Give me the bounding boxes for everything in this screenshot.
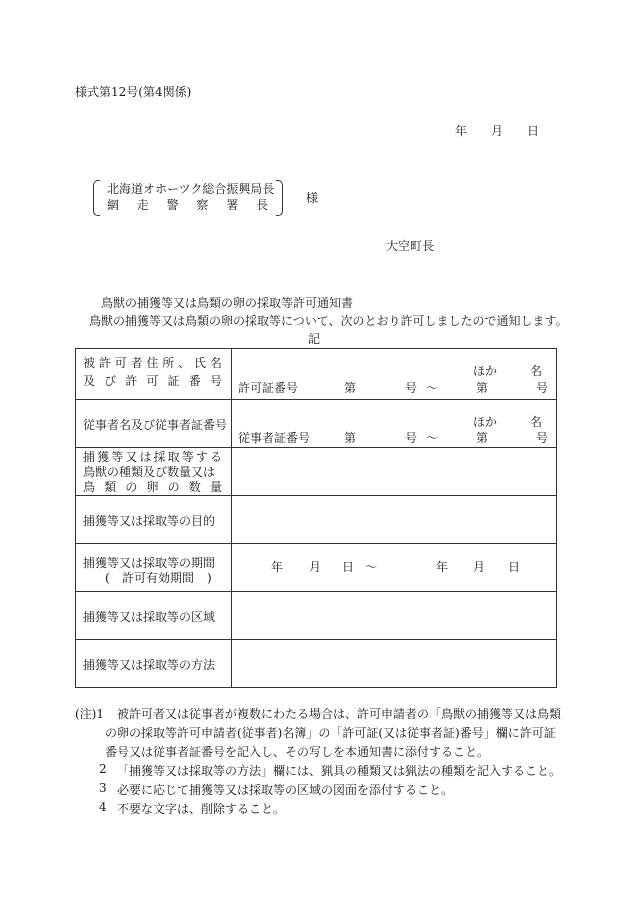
date-day: 日 [526,124,539,138]
sender: 大空町長 [386,239,435,253]
table-row-purpose [76,496,557,544]
go: 号 [536,431,549,445]
addressee-line-2 [107,199,268,211]
tilde: 〜 [426,431,439,445]
table-row-workers [76,400,557,448]
date-year: 年 [455,124,468,138]
addressee-char: 網 [107,198,120,212]
mei: 名 [530,415,543,429]
dai: 第 [476,431,489,445]
table-row-species [76,448,557,496]
go: 号 [405,431,418,445]
permit-table [75,348,557,688]
date-month: 月 [490,124,503,138]
period-day: 日 [508,560,521,574]
table-row-permittee [76,349,557,400]
tilde: 〜 [426,381,439,395]
value-period [232,544,557,592]
tilde: 〜 [365,560,378,574]
hoka: ほか [473,364,498,378]
honorific: 様 [306,191,319,205]
value-method [232,640,557,688]
addressee-char: 長 [255,198,268,212]
addressee-line-1: 北海道オホーツク総合振興局長 [107,182,275,196]
go: 号 [405,381,418,395]
mei: 名 [530,364,543,378]
form-number: 様式第12号(第4関係) [75,85,192,99]
date-line [455,125,539,137]
label-purpose: 捕獲等又は採取等の目的 [76,496,232,544]
note-prefix: (注)1 [75,707,104,721]
label-species: 捕 獲 等 又 は 採 取 等 す る 鳥獣の種類及び数量又は 鳥 類 の 卵 の 数 量 [76,448,232,496]
note-2-number: 2 [99,762,107,776]
period-month: 月 [309,560,322,574]
value-purpose [232,496,557,544]
period-year: 年 [436,560,449,574]
hoka: ほか [473,415,498,429]
label-permittee: 被 許 可 者 住 所 、 氏 名 及 び 許 可 証 番 号 [76,349,232,400]
label-workers: 従事者名及び従事者証番号 [76,400,232,448]
dai: 第 [344,381,357,395]
worker-number-label: 従事者証番号 [238,431,311,445]
dai: 第 [476,381,489,395]
note-3-number: 3 [99,781,107,795]
label-method: 捕獲等又は採取等の方法 [76,640,232,688]
addressee-bracket-right [276,180,283,216]
period-month: 月 [473,560,486,574]
note-2-text: 「捕獲等又は採取等の方法」欄には、猟具の種類又は猟法の種類を記入すること。 [117,764,562,778]
addressee-char: 走 [136,198,149,212]
note-4-text: 不要な文字は、削除すること。 [117,802,286,816]
note-3-text: 必要に応じて捕獲等又は採取等の区域の図面を添付すること。 [117,783,454,797]
value-permittee [232,349,557,400]
ki-heading: 記 [308,332,321,346]
table-row-method [76,640,557,688]
label-area: 捕獲等又は採取等の区域 [76,592,232,640]
permit-number-label: 許可証番号 [238,381,299,395]
addressee-bracket-left [93,180,100,216]
dai: 第 [344,431,357,445]
note-4-number: 4 [99,800,107,814]
go: 号 [536,381,549,395]
value-workers [232,400,557,448]
note-1-line-2: の卵の採取等許可申請者(従事者)名簿」の「許可証(又は従事者証)番号」欄に許可証 [105,726,556,740]
table-row-period [76,544,557,592]
note-1-line-1: 被許可者又は従事者が複数にわたる場合は、許可申請者の「鳥獣の捕獲等又は鳥類 [117,707,562,721]
value-area [232,592,557,640]
addressee-char: 署 [226,198,239,212]
value-species [232,448,557,496]
period-year: 年 [271,560,284,574]
addressee-char: 察 [196,198,209,212]
label-period: 捕獲等又は採取等の期間 ( 許可有効期間 ) [76,544,232,592]
note-1-line-3: 番号又は従事者証番号を記入し、その写しを本通知書に添付すること。 [105,745,490,759]
addressee-char: 警 [166,198,179,212]
document-title: 鳥獣の捕獲等又は鳥類の卵の採取等許可通知書 [101,296,354,310]
intro-text: 鳥獣の捕獲等又は鳥類の卵の採取等について、次のとおり許可しましたので通知します。 [89,314,568,328]
period-day: 日 [342,560,355,574]
table-row-area [76,592,557,640]
